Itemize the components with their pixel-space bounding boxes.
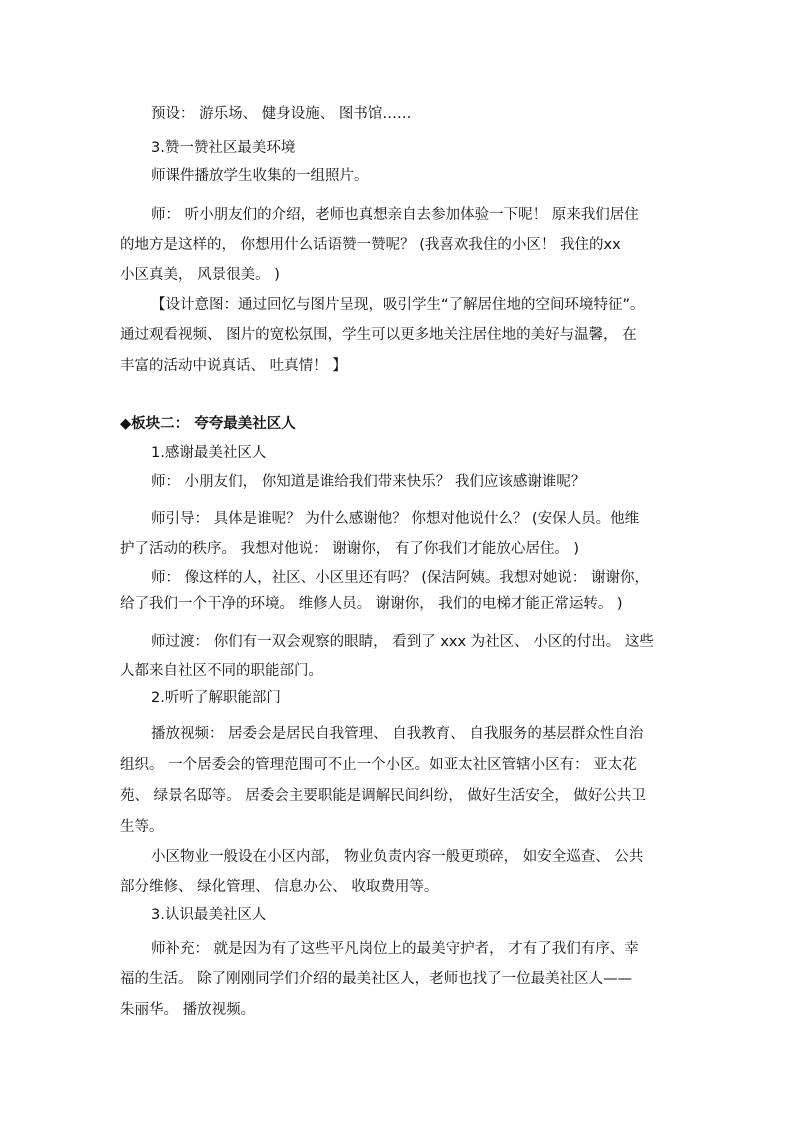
paragraph-line: 师： 听小朋友们的介绍，老师也真想亲自去参加体验一下呢！ 原来我们居住 — [151, 207, 639, 223]
paragraph-line: 生等。 — [120, 819, 164, 835]
design-intent-line: 通过观看视频、 图片的宽松氛围，学生可以更多地关注居住地的美好与温馨， 在 — [120, 327, 637, 343]
section-heading-3b: 3.认识最美社区人 — [151, 907, 267, 923]
paragraph-line: 师： 像这样的人，社区、小区里还有吗？ (保洁阿姨。我想对她说： 谢谢你， — [151, 570, 649, 586]
paragraph-line: 人都来自社区不同的职能部门。 — [120, 663, 323, 679]
paragraph-line: 苑、 绿景名邸等。 居委会主要职能是调解民间纠纷， 做好生活安全， 做好公共卫 — [120, 788, 646, 804]
paragraph-line: 的地方是这样的， 你想用什么话语赞一赞呢？ (我喜欢我住的小区！ 我住的xx — [120, 237, 621, 253]
paragraph-line: 师补充： 就是因为有了这些平凡岗位上的最美守护者， 才有了我们有序、幸 — [151, 941, 639, 957]
paragraph-line: 师引导： 具体是谁呢？ 为什么感谢他？ 你想对他说什么？ (安保人员。他维 — [151, 511, 640, 527]
paragraph-line: 小区真美， 风景很美。 ) — [120, 267, 280, 283]
section-heading-1: 1.感谢最美社区人 — [151, 445, 267, 461]
preset-line: 预设： 游乐场、 健身设施、 图书馆…… — [151, 106, 412, 122]
paragraph-line: 部分维修、 绿化管理、 信息办公、 收取费用等。 — [120, 879, 439, 895]
block-heading: ◆板块二： 夸夸最美社区人 — [120, 416, 296, 432]
section-heading-3: 3.赞一赞社区最美环境 — [151, 140, 296, 156]
paragraph-line: 福的生活。 除了刚刚同学们介绍的最美社区人，老师也找了一位最美社区人—— — [120, 971, 633, 987]
paragraph-line: 朱丽华。 播放视频。 — [120, 1002, 256, 1018]
paragraph-line: 给了我们一个干净的环境。 维修人员。 谢谢你， 我们的电梯才能正常运转。 ) — [120, 596, 623, 612]
paragraph-line: 组织。 一个居委会的管理范围可不止一个小区。如亚太社区管辖小区有： 亚太花 — [120, 757, 637, 773]
paragraph-line: 播放视频： 居委会是居民自我管理、 自我教育、 自我服务的基层群众性自治 — [151, 726, 644, 742]
section-heading-2: 2.听听了解职能部门 — [151, 690, 281, 706]
paragraph-line: 师课件播放学生收集的一组照片。 — [151, 168, 369, 184]
paragraph-line: 师过渡： 你们有一双会观察的眼睛， 看到了 xxx 为社区、 小区的付出。 这些 — [151, 634, 654, 650]
paragraph-line: 护了活动的秩序。 我想对他说： 谢谢你， 有了你我们才能放心居住。 ) — [120, 541, 580, 557]
design-intent-line: 【设计意图：通过回忆与图片呈现，吸引学生“了解居住地的空间环境特征”。 — [151, 297, 645, 313]
paragraph-line: 小区物业一般设在小区内部， 物业负责内容一般更琐碎， 如安全巡查、 公共 — [151, 849, 644, 865]
design-intent-line: 丰富的活动中说真话、 吐真情！ 】 — [120, 358, 347, 374]
paragraph-line: 师： 小朋友们， 你知道是谁给我们带来快乐？ 我们应该感谢谁呢？ — [151, 474, 586, 490]
